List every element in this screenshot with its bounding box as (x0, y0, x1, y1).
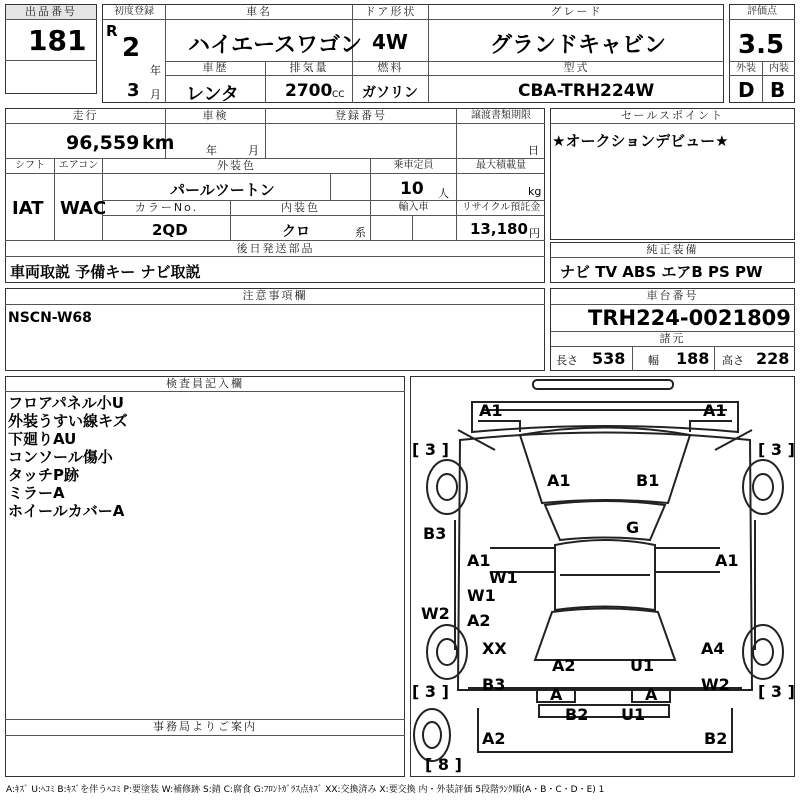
shift: IAT (12, 198, 44, 219)
yen-unit: 円 (529, 227, 540, 240)
grade: グランドキャビン (490, 33, 667, 58)
inspector-label: 検査員記入欄 (166, 377, 244, 390)
mark-xx: XX (482, 639, 507, 658)
capacity-unit: 人 (438, 187, 449, 200)
mileage-label: 走行 (72, 109, 99, 122)
inspector-line: タッチP跡 (8, 466, 79, 484)
mark-u1-bottom: U1 (621, 705, 646, 724)
mark-tire-fl: [ 3 ] (412, 440, 449, 459)
equip-label: 純正装備 (646, 243, 699, 256)
car-diagram (410, 376, 795, 777)
km-unit: km (142, 132, 175, 154)
mark-hood-right: B1 (636, 471, 660, 490)
model-label: 型式 (563, 61, 590, 74)
mark-door-left: A1 (467, 551, 491, 570)
inspector-line: 下廻りAU (8, 430, 77, 448)
mark-b3-left: B3 (423, 524, 447, 543)
import-label: 輸入車 (398, 202, 429, 213)
mark-hood-left: A1 (547, 471, 571, 490)
mileage: 96,559 (66, 132, 140, 154)
interior-label: 内装色 (281, 201, 320, 214)
load-unit: kg (528, 185, 542, 198)
recycle-fee: 13,180 (470, 220, 528, 238)
displacement: 2700 (285, 81, 333, 101)
cc-unit: CC (332, 90, 345, 100)
mark-front-right: A1 (703, 401, 727, 420)
len: 538 (592, 349, 626, 368)
model: CBA-TRH224W (518, 81, 655, 101)
chassis-label: 車台番号 (646, 289, 699, 302)
month-unit: 月 (150, 88, 161, 101)
mark-tire-fr: [ 3 ] (758, 440, 795, 459)
sales-box (550, 108, 795, 240)
shift-label: シフト (15, 160, 45, 171)
history-label: 車歴 (202, 61, 229, 74)
inspection-label: 車検 (202, 109, 229, 122)
later-label: 後日発送部品 (236, 242, 315, 255)
sales-text: ★オークションデビュー★ (552, 132, 729, 150)
score-label: 評価点 (747, 6, 777, 17)
hei-label: 高さ (722, 354, 744, 367)
recycle-label: リサイクル預託金 (461, 202, 541, 213)
lot-label: 出品番号 (6, 5, 96, 19)
mark-w1-b: W1 (467, 586, 496, 605)
year-unit: 年 (150, 64, 161, 77)
capacity: 10 (400, 179, 424, 199)
door-type: 4W (372, 30, 408, 54)
mark-rear-right: B2 (704, 729, 728, 748)
inspector-line: 外装うすい線キズ (8, 412, 128, 430)
colorno-label: カラーNo. (134, 201, 199, 214)
office-label: 事務局よりご案内 (153, 720, 257, 733)
regno-label: 登録番号 (335, 109, 387, 122)
notes-label: 注意事項欄 (242, 289, 308, 302)
later-parts: 車両取説 予備キー ナビ取説 (10, 263, 201, 281)
mark-tire-rr: [ 3 ] (758, 682, 795, 701)
mark-roof: G (626, 518, 640, 537)
mark-u1-center: U1 (630, 656, 655, 675)
mark-b3-lower: B3 (482, 675, 506, 694)
dims-label: 諸元 (659, 332, 686, 345)
ext-grade: D (738, 78, 755, 102)
mark-w1-a: W1 (489, 568, 518, 587)
mark-rear-left: A2 (482, 729, 506, 748)
color-label: 外装色 (217, 159, 256, 172)
len-label: 長さ (556, 354, 578, 367)
inspection-month: 月 (248, 144, 259, 157)
mark-a4: A4 (701, 639, 725, 658)
transfer-label: 譲渡書類期限 (471, 110, 531, 121)
hei: 228 (756, 349, 790, 368)
int-label: 内装 (769, 63, 789, 74)
colorno: 2QD (152, 221, 188, 239)
inspector-line: コンソール傷小 (8, 448, 113, 466)
mark-a2-left: A2 (467, 611, 491, 630)
reg-year: 2 (122, 33, 141, 63)
lot-number: 181 (28, 24, 87, 57)
mark-w2-left: W2 (421, 604, 450, 623)
interior-unit: 系 (355, 226, 366, 239)
ac: WAC (60, 198, 107, 219)
wid: 188 (676, 349, 710, 368)
fuel-label: 燃料 (377, 61, 404, 74)
sales-label: セールスポイント (620, 109, 724, 122)
mark-lamp-right: A (645, 685, 658, 704)
inspector-line: ホイールカバーA (8, 502, 125, 520)
equip-text: ナビ TV ABS エアB PS PW (560, 263, 763, 281)
score: 3.5 (738, 30, 785, 60)
mark-b2-center: B2 (565, 705, 589, 724)
interior: クロ (282, 224, 310, 240)
history: レンタ (186, 84, 239, 105)
transfer-day: 日 (528, 144, 539, 157)
reg-month: 3 (127, 80, 140, 101)
mark-spare-tire: [ 8 ] (425, 755, 462, 774)
int-grade: B (770, 78, 786, 102)
mark-tire-rl: [ 3 ] (412, 682, 449, 701)
door-label: ドア形状 (364, 5, 417, 18)
ac-label: エアコン (58, 160, 99, 171)
ext-label: 外装 (736, 63, 756, 74)
name-label: 車名 (246, 5, 272, 18)
grade-label: グレード (550, 5, 603, 18)
load-label: 最大積載量 (476, 160, 526, 171)
mark-w2-right: W2 (701, 675, 730, 694)
reg-label: 初度登録 (114, 6, 154, 17)
era: R (106, 22, 118, 40)
fuel: ガソリン (362, 85, 418, 101)
notes-text: NSCN-W68 (8, 310, 92, 326)
inspector-line: フロアパネル小U (8, 394, 124, 412)
inspection-year: 年 (206, 144, 217, 157)
footer-legend: A:ｷｽﾞ U:ﾍｺﾐ B:ｷｽﾞを伴うﾍｺﾐ P:要塗装 W:補修跡 S:錆 C:腐食 G:ﾌﾛﾝﾄｶﾞﾗｽ点ｷｽﾞ XX:交換済み X:要交換 内・外装評価 5段階ﾗﾝｸ順(A・B・C・D・E) 1 (6, 785, 605, 795)
inspector-line: ミラーA (8, 484, 65, 502)
chassis-number: TRH224-0021809 (588, 306, 791, 330)
mark-front-left: A1 (479, 401, 503, 420)
displacement-label: 排気量 (289, 61, 329, 74)
mark-lamp-left: A (550, 685, 563, 704)
color: パールツートン (170, 181, 275, 199)
wid-label: 幅 (648, 354, 659, 367)
mark-door-right: A1 (715, 551, 739, 570)
car-name: ハイエースワゴン (188, 33, 363, 58)
capacity-label: 乗車定員 (393, 160, 434, 171)
mark-a2-center: A2 (552, 656, 576, 675)
